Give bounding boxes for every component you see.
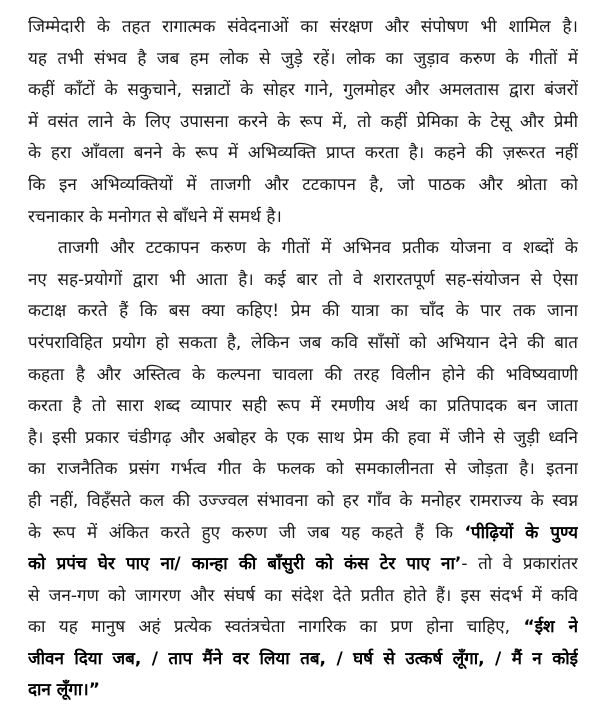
text-line: नए सह-प्रयोगों द्वारा भी आता है। कई बार तो वे शरारतपूर्ण सह-संयोजन से ऐसा (28, 269, 578, 290)
text-line: कटाक्ष करते हैं कि बस क्या कहिए! प्रेम की यात्रा का चाँद के पार तक जाना (28, 301, 578, 322)
document-page (28, 12, 578, 707)
text-line: जिम्मेदारी के तहत रागात्मक संवेदनाओं का संरक्षण और संपोषण भी शामिल है। (28, 17, 578, 37)
text-span: के रूप में अंकित करते हुए करुण जी जब यह कहते हैं कि (28, 522, 465, 543)
text-line: करता है तो सारा शब्द व्यापार सही रूप में रमणीय अर्थ का प्रतिपादक बन जाता (28, 396, 578, 417)
text-line: में वसंत लाने के लिए उपासना करने के रूप में, तो कहीं प्रेमिका के टेसू और प्रेमी (28, 111, 578, 132)
text-line: के हरा आँवला बनने के रूप में अभिव्यक्ति प्राप्त करता है। कहने की ज़रूरत नहीं (28, 143, 578, 164)
text-line: है। इसी प्रकार चंडीगढ़ और अबोहर के एक साथ प्रेम की हवा में जीने से जुड़ी ध्वनि (28, 427, 578, 448)
text-line (28, 518, 578, 550)
text-line: ताजगी और टटकापन करुण के गीतों में अभिनव प्रतीक योजना व शब्दों के (58, 238, 578, 259)
text-line: कि इन अभिव्यक्तियों में ताजगी और टटकापन है, जो पाठक और श्रोता को (28, 174, 578, 195)
text-line: परंपराविहित प्रयोग हो सकता है, लेकिन जब कवि साँसों को अभियान देने की बात (28, 332, 578, 353)
text-line (28, 612, 578, 644)
text-span: - तो वे प्रकारांतर (461, 554, 578, 575)
text-line (28, 644, 578, 676)
text-line: से जन-गण को जागरण और संघर्ष का संदेश देते प्रतीत होते हैं। इस संदर्भ में कवि (28, 585, 578, 606)
quoted-verse: “ईश ने (523, 617, 578, 638)
text-line: कहीं काँटों के सकुचाने, सन्नाटों के सोहर गाने, गुलमोहर और अमलतास द्वारा बंजरों (28, 80, 578, 101)
text-line: का राजनैतिक प्रसंग गर्भत्व गीत के फलक को समकालीनता से जोड़ता है। इतना (28, 459, 578, 480)
quoted-verse: दान लूँगा।” (28, 680, 100, 701)
quoted-verse: जीवन दिया जब, / ताप मैंने वर लिया तब, / घर्ष से उत्कर्ष लूँगा, / मैं न कोई (28, 648, 578, 669)
text-line: कहता है और अस्तित्व के कल्पना चावला की तरह विलीन होने की भविष्यवाणी (28, 364, 578, 385)
quoted-verse: को प्रपंच घेर पाए ना/ कान्हा की बाँसुरी को कंस टेर पाए ना’ (28, 554, 462, 575)
quoted-verse: ‘पीढ़ियों के पुण्य (464, 522, 578, 543)
text-line: ही नहीं, विहँसते कल की उज्ज्वल संभावना को हर गाँव के मनोहर रामराज्य के स्वप्न (28, 490, 578, 511)
text-line: यह तभी संभव है जब हम लोक से जुड़े रहें। लोक का जुड़ाव करुण के गीतों में (28, 48, 578, 69)
text-line (28, 549, 578, 581)
text-line (28, 675, 578, 707)
text-span: का यह मानुष अहं प्रत्येक स्वतंत्रचेता नागरिक का प्रण होना चाहिए, (28, 617, 524, 638)
text-line: रचनाकार के मनोगत से बाँधने में समर्थ है। (28, 206, 282, 227)
